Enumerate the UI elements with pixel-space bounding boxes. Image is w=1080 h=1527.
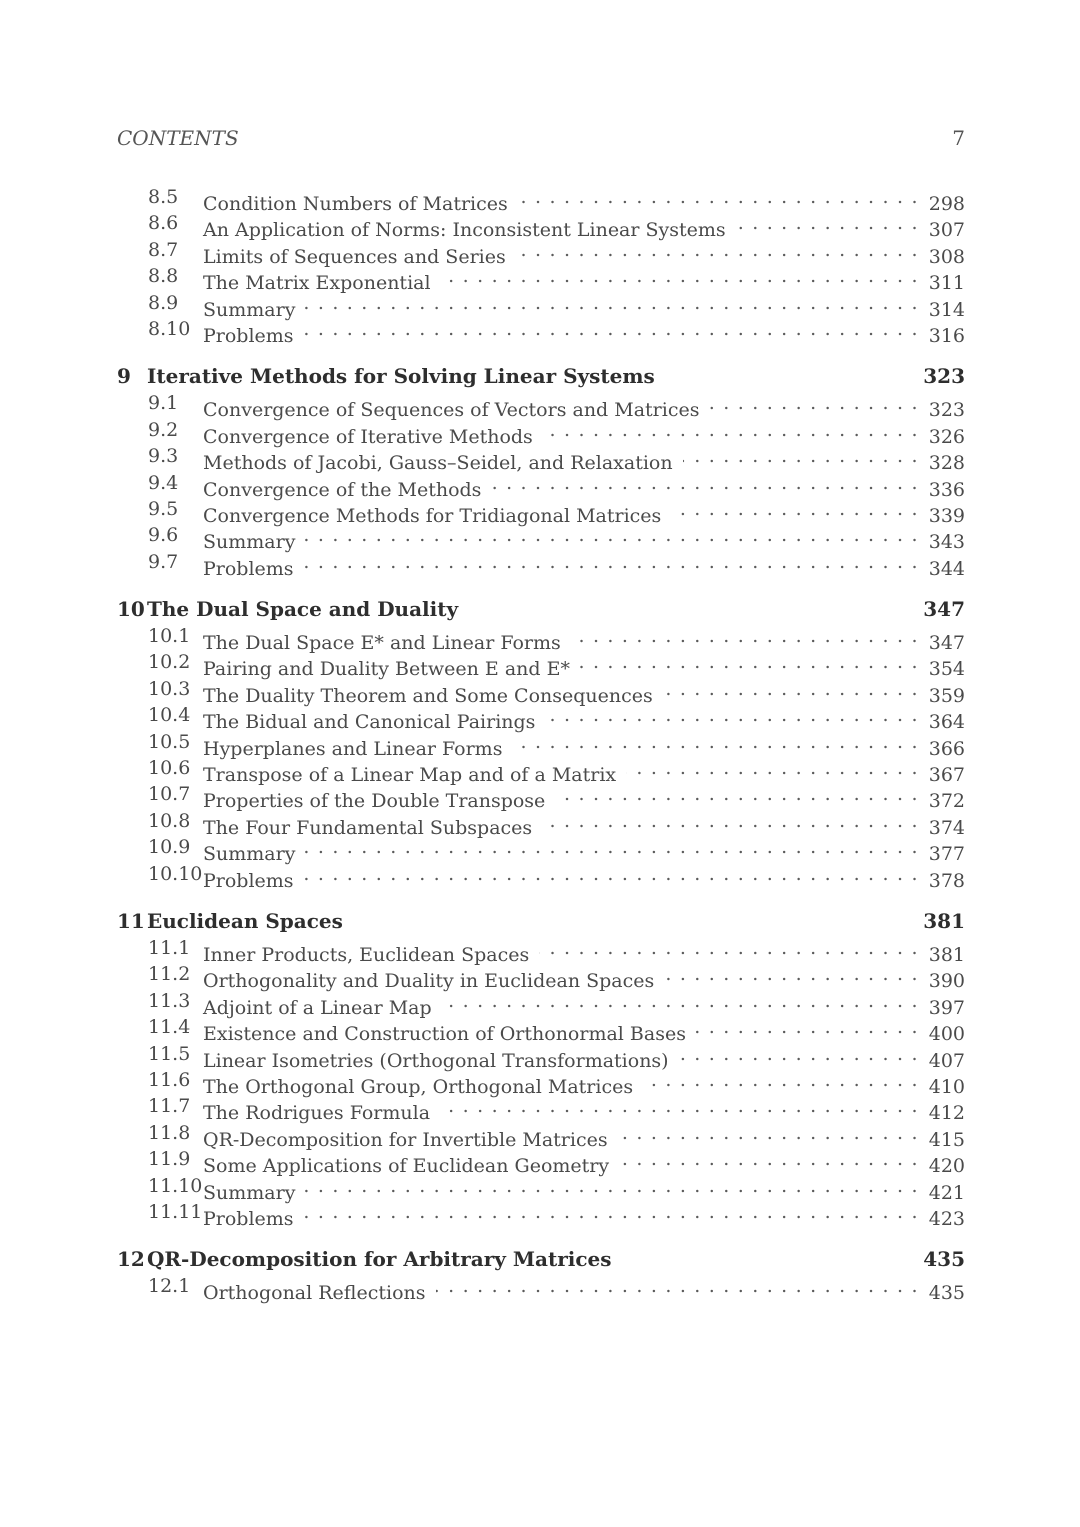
section-title: Problems (203, 1207, 294, 1230)
section-number: 11.8 (148, 1121, 191, 1144)
section-number: 11.1 (148, 936, 191, 959)
section-number: 10.6 (148, 757, 191, 780)
section-number: 12.1 (148, 1275, 191, 1298)
dot-leader (304, 549, 919, 575)
section-page: 378 (928, 869, 965, 892)
section-number: 8.6 (148, 212, 179, 235)
section-page: 374 (928, 816, 965, 839)
chapter-number: 11 (117, 908, 145, 933)
section-title: Hyperplanes and Linear Forms (203, 737, 503, 760)
chapter-title: Euclidean Spaces (147, 908, 343, 933)
toc-entry[interactable] (117, 1041, 965, 1072)
dot-leader (305, 522, 918, 548)
section-page: 407 (928, 1049, 965, 1072)
dot-leader (626, 755, 919, 781)
section-title: The Four Fundamental Subspaces (203, 816, 533, 839)
dot-leader (442, 988, 919, 1014)
dot-leader (436, 1273, 919, 1299)
dot-leader (545, 702, 918, 728)
section-number: 11.3 (148, 989, 191, 1012)
section-number: 10.10 (148, 862, 203, 885)
section-title: Methods of Jacobi, Gauss–Seidel, and Relaxation (203, 452, 673, 475)
dot-leader (696, 1014, 919, 1040)
chapter-page: 347 (923, 597, 965, 622)
toc-entry[interactable] (117, 470, 965, 501)
toc-entry[interactable] (117, 1146, 965, 1178)
section-title: Problems (203, 557, 294, 580)
dot-leader (580, 649, 919, 675)
section-page: 311 (928, 272, 965, 295)
section-page: 400 (928, 1023, 965, 1046)
section-title: Linear Isometries (Orthogonal Transformations) (203, 1049, 669, 1072)
section-title: The Dual Space E* and Linear Forms (203, 632, 561, 655)
section-page: 377 (928, 843, 965, 866)
dot-leader (736, 210, 919, 236)
toc-entry[interactable] (117, 676, 965, 707)
section-title: Inner Products, Euclidean Spaces (203, 943, 530, 966)
toc-entry[interactable] (117, 549, 965, 580)
section-page: 415 (928, 1128, 965, 1151)
toc-entry[interactable] (117, 1120, 965, 1151)
dot-leader (305, 1173, 918, 1199)
section-title: QR-Decomposition for Invertible Matrices (203, 1128, 608, 1151)
section-page: 410 (928, 1075, 965, 1098)
section-number: 11.9 (148, 1148, 191, 1171)
chapter-page: 381 (923, 908, 965, 933)
section-page: 314 (928, 298, 965, 321)
section-title: Convergence of Sequences of Vectors and Matrices (203, 399, 700, 422)
dot-leader (518, 184, 919, 210)
section-page: 412 (928, 1102, 965, 1125)
section-title: Summary (203, 1181, 296, 1204)
dot-leader (664, 961, 919, 987)
section-number: 9.5 (148, 497, 179, 520)
toc-entry[interactable] (117, 390, 965, 422)
toc-chapter-10 (117, 595, 965, 892)
section-page: 307 (928, 219, 965, 242)
section-number: 8.9 (148, 291, 179, 314)
section-title: Limits of Sequences and Series (203, 245, 506, 268)
toc-chapter-12 (117, 1245, 965, 1305)
toc-entry[interactable] (117, 496, 965, 527)
dot-leader (441, 263, 919, 289)
dot-leader (516, 237, 919, 263)
section-title: Some Applications of Euclidean Geometry (203, 1155, 610, 1178)
section-title: Properties of the Double Transpose (203, 790, 546, 813)
toc-entry[interactable] (117, 988, 965, 1019)
section-page: 367 (928, 764, 965, 787)
section-page: 336 (928, 478, 965, 501)
chapter-heading[interactable] (117, 907, 965, 935)
running-title: CONTENTS (117, 126, 239, 150)
dot-leader (618, 1120, 919, 1146)
section-title: Transpose of a Linear Map and of a Matrix (203, 764, 617, 787)
toc-entry[interactable] (117, 1273, 965, 1305)
section-number: 8.7 (148, 238, 179, 261)
toc-entry[interactable] (117, 623, 965, 655)
toc-entry[interactable] (117, 237, 965, 268)
table-of-contents (117, 184, 965, 1305)
section-page: 343 (928, 531, 965, 554)
dot-leader (304, 861, 919, 887)
section-title: Convergence Methods for Tridiagonal Matrices (203, 504, 662, 527)
dot-leader (619, 1146, 919, 1172)
dot-leader (571, 623, 919, 649)
section-page: 381 (928, 943, 965, 966)
section-page: 308 (928, 245, 965, 268)
toc-chapter-11 (117, 907, 965, 1230)
section-title: Existence and Construction of Orthonormal Bases (203, 1023, 686, 1046)
section-title: The Orthogonal Group, Orthogonal Matrices (203, 1075, 634, 1098)
toc-chapter-8-continued (117, 184, 965, 347)
section-number: 11.5 (148, 1042, 191, 1065)
section-title: Orthogonal Reflections (203, 1282, 426, 1305)
section-page: 359 (928, 684, 965, 707)
chapter-heading[interactable] (117, 595, 965, 623)
section-title: An Application of Norms: Inconsistent Linear Systems (203, 219, 726, 242)
section-number: 11.11 (148, 1200, 203, 1223)
section-page: 328 (928, 452, 965, 475)
toc-entry[interactable] (117, 522, 965, 554)
section-page: 344 (928, 557, 965, 580)
chapter-title: The Dual Space and Duality (147, 597, 459, 622)
section-title: The Bidual and Canonical Pairings (203, 711, 536, 734)
section-page: 354 (928, 658, 965, 681)
dot-leader (304, 1199, 919, 1225)
section-page: 423 (928, 1207, 965, 1230)
dot-leader (542, 808, 919, 834)
section-number: 10.9 (148, 836, 191, 859)
section-number: 8.5 (148, 186, 179, 208)
section-page: 390 (928, 970, 965, 993)
section-page: 316 (928, 324, 965, 347)
section-title: Convergence of the Methods (203, 478, 482, 501)
page-number: 7 (952, 126, 965, 150)
toc-entry[interactable] (117, 834, 965, 866)
dot-leader (305, 834, 918, 860)
toc-entry[interactable] (117, 443, 965, 475)
chapter-title: Iterative Methods for Solving Linear Systems (147, 364, 655, 389)
section-title: Orthogonality and Duality in Euclidean Spaces (203, 970, 655, 993)
section-page: 420 (928, 1155, 965, 1178)
section-page: 435 (928, 1282, 965, 1305)
dot-leader (555, 781, 918, 807)
section-title: Pairing and Duality Between E and E* (203, 658, 570, 681)
section-title: Convergence of Iterative Methods (203, 425, 533, 448)
section-page: 421 (928, 1181, 965, 1204)
section-page: 298 (928, 193, 965, 215)
toc-entry[interactable] (117, 961, 965, 993)
chapter-number: 9 (117, 364, 131, 389)
section-number: 10.3 (148, 677, 191, 700)
section-title: Problems (203, 324, 294, 347)
toc-entry[interactable] (117, 184, 965, 215)
section-number: 8.8 (148, 265, 179, 288)
chapter-number: 10 (117, 597, 145, 622)
toc-chapter-9 (117, 362, 965, 580)
dot-leader (643, 1067, 919, 1093)
chapter-heading[interactable] (117, 362, 965, 390)
section-number: 8.10 (148, 317, 191, 340)
section-title: Condition Numbers of Matrices (203, 193, 508, 215)
section-number: 11.2 (148, 963, 191, 986)
dot-leader (539, 935, 919, 961)
section-page: 372 (928, 790, 965, 813)
section-page: 339 (928, 504, 965, 527)
toc-entry[interactable] (117, 210, 965, 242)
page-header (117, 126, 965, 154)
section-number: 10.8 (148, 809, 191, 832)
dot-leader (709, 390, 918, 416)
section-title: The Duality Theorem and Some Consequences (203, 684, 653, 707)
toc-entry[interactable] (117, 316, 965, 347)
section-page: 397 (928, 996, 965, 1019)
toc-entry[interactable] (117, 755, 965, 787)
section-title: Summary (203, 843, 296, 866)
section-number: 9.4 (148, 471, 179, 494)
section-page: 326 (928, 425, 965, 448)
section-title: Summary (203, 531, 296, 554)
toc-entry[interactable] (117, 290, 965, 321)
section-number: 9.1 (148, 392, 179, 415)
section-number: 9.2 (148, 418, 179, 441)
section-number: 11.10 (148, 1174, 203, 1197)
section-number: 11.6 (148, 1068, 191, 1091)
dot-leader (512, 729, 918, 755)
section-title: The Rodrigues Formula (203, 1102, 431, 1125)
section-number: 10.4 (148, 704, 191, 727)
chapter-number: 12 (117, 1247, 145, 1272)
section-number: 10.5 (148, 730, 191, 753)
toc-entry[interactable] (117, 649, 965, 681)
toc-entry[interactable] (117, 702, 965, 734)
section-title: The Matrix Exponential (203, 272, 431, 295)
chapter-heading[interactable] (117, 1245, 965, 1273)
dot-leader (305, 290, 918, 316)
section-number: 10.7 (148, 783, 191, 806)
toc-entry[interactable] (117, 729, 965, 760)
toc-entry[interactable] (117, 861, 965, 892)
section-page: 323 (928, 399, 965, 422)
section-number: 9.3 (148, 445, 179, 468)
toc-entry[interactable] (117, 808, 965, 839)
toc-entry[interactable] (117, 1014, 965, 1046)
section-number: 9.6 (148, 524, 179, 547)
section-page: 366 (928, 737, 965, 760)
dot-leader (679, 1041, 919, 1067)
toc-entry[interactable] (117, 781, 965, 813)
toc-entry[interactable] (117, 263, 965, 295)
section-number: 11.4 (148, 1016, 191, 1039)
toc-entry[interactable] (117, 935, 965, 966)
section-number: 9.7 (148, 550, 179, 573)
section-number: 10.1 (148, 625, 191, 648)
section-number: 10.2 (148, 651, 191, 674)
dot-leader (671, 496, 918, 522)
dot-leader (440, 1093, 919, 1119)
toc-entry[interactable] (117, 417, 965, 448)
dot-leader (543, 417, 919, 443)
chapter-page: 323 (923, 364, 965, 389)
section-page: 347 (928, 632, 965, 655)
section-title: Summary (203, 298, 296, 321)
toc-entry[interactable] (117, 1093, 965, 1125)
section-page: 364 (928, 711, 965, 734)
dot-leader (491, 470, 918, 496)
section-title: Problems (203, 869, 294, 892)
chapter-title: QR-Decomposition for Arbitrary Matrices (147, 1247, 612, 1272)
section-number: 11.7 (148, 1095, 191, 1118)
toc-entry[interactable] (117, 1067, 965, 1098)
chapter-page: 435 (923, 1247, 965, 1272)
dot-leader (304, 316, 919, 342)
toc-entry[interactable] (117, 1199, 965, 1230)
toc-entry[interactable] (117, 1173, 965, 1204)
section-title: Adjoint of a Linear Map (203, 996, 432, 1019)
dot-leader (663, 676, 919, 702)
dot-leader (683, 443, 919, 469)
